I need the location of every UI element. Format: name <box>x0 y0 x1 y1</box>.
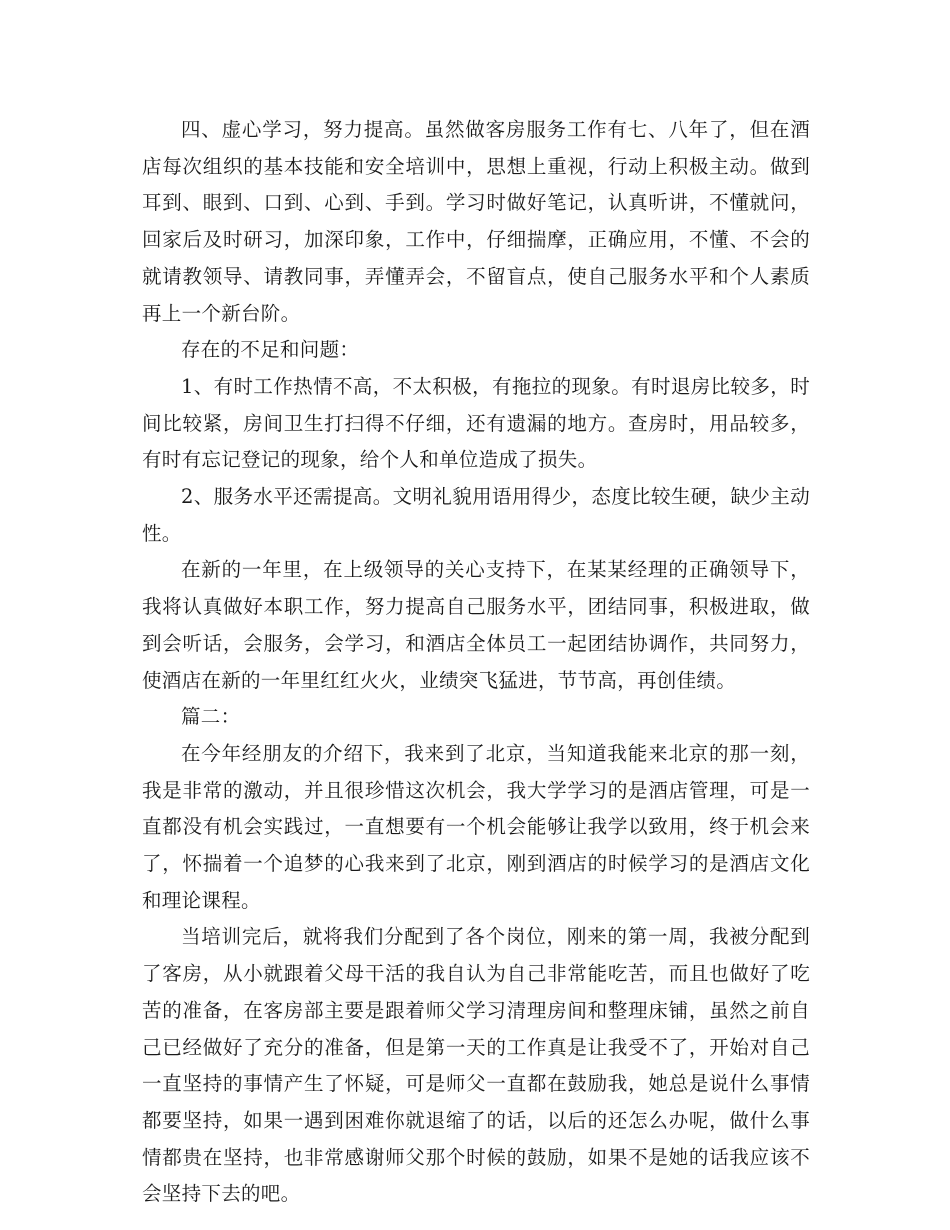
paragraph-new-year: 在新的一年里，在上级领导的关心支持下，在某某经理的正确领导下，我将认真做好本职工作，努力提高自己服务水平，团结同事，积极进取，做到会听话，会服务，会学习，和酒店全体员工一起团结协调作，共同努力，使酒店在新的一年里红红火火，业绩突飞猛进，节节高，再创佳绩。 <box>142 558 810 692</box>
paragraph-shortcomings-heading: 存在的不足和问题： <box>181 338 360 362</box>
document-body <box>142 112 810 1213</box>
paragraph-shortcoming-1: 1、有时工作热情不高，不太积极，有拖拉的现象。有时退房比较多，时间比较紧，房间卫生打扫得不仔细，还有遗漏的地方。查房时，用品较多，有时有忘记登记的现象，给个人和单位造成了损失。 <box>142 374 810 472</box>
paragraph-shortcoming-2: 2、服务水平还需提高。文明礼貌用语用得少，态度比较生硬，缺少主动性。 <box>142 485 810 545</box>
paragraph-section-two-heading: 篇二： <box>181 705 241 729</box>
paragraph-virtuous-learning: 四、虚心学习，努力提高。虽然做客房服务工作有七、八年了，但在酒店每次组织的基本技能和安全培训中，思想上重视，行动上积极主动。做到耳到、眼到、口到、心到、手到。学习时做好笔记，认真听讲，不懂就问，回家后及时研习，加深印象，工作中，仔细揣摩，正确应用，不懂、不会的就请教领导、请教同事，弄懂弄会，不留盲点，使自己服务水平和个人素质再上一个新台阶。 <box>142 118 810 325</box>
paragraph-training: 当培训完后，就将我们分配到了各个岗位，刚来的第一周，我被分配到了客房，从小就跟着父母干活的我自认为自己非常能吃苦，而且也做好了吃苦的准备，在客房部主要是跟着师父学习清理房间和整理床铺，虽然之前自己已经做好了充分的准备，但是第一天的工作真是让我受不了，开始对自己一直坚持的事情产生了怀疑，可是师父一直都在鼓励我，她总是说什么事情都要坚持，如果一遇到困难你就退缩了的话，以后的还怎么办呢，做什么事情都贵在坚持，也非常感谢师父那个时候的鼓励，如果不是她的话我应该不会坚持下去的吧。 <box>142 925 810 1206</box>
paragraph-arrival-beijing: 在今年经朋友的介绍下，我来到了北京，当知道我能来北京的那一刻，我是非常的激动，并且很珍惜这次机会，我大学学习的是酒店管理，可是一直都没有机会实践过，一直想要有一个机会能够让我学以致用，终于机会来了，怀揣着一个追梦的心我来到了北京，刚到酒店的时候学习的是酒店文化和理论课程。 <box>142 741 810 912</box>
